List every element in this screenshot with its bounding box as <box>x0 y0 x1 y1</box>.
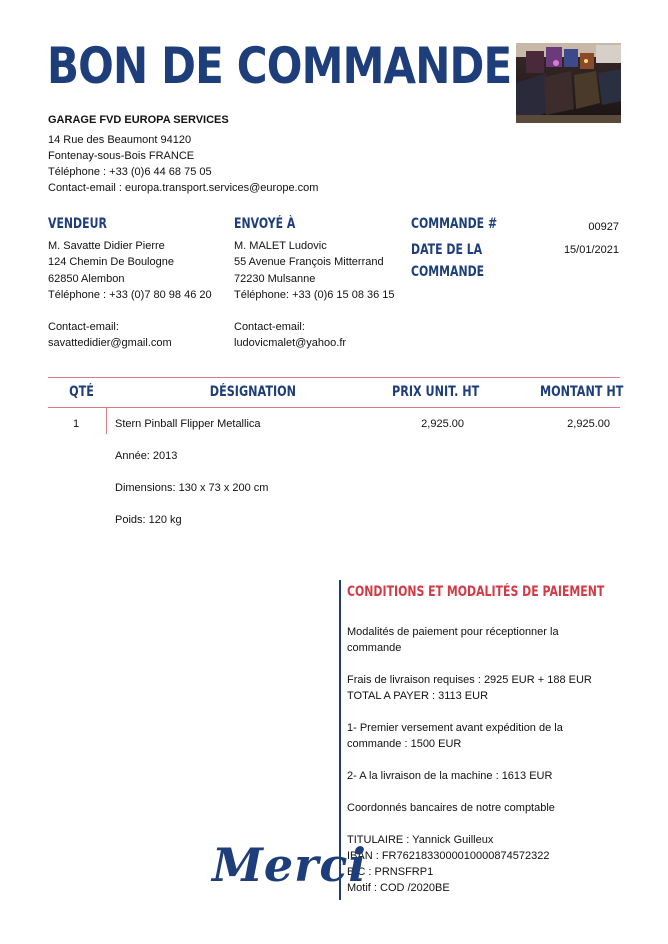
envoye-block <box>234 238 395 352</box>
row-designation: Stern Pinball Flipper Metallica <box>115 418 261 430</box>
conditions-title: CONDITIONS ET MODALITÉS DE PAIEMENT <box>347 584 605 600</box>
vendeur-email: savattedidier@gmail.com <box>48 337 172 350</box>
envoye-phone: Téléphone: +33 (0)6 15 08 36 15 <box>234 288 395 301</box>
col-header-qty: QTÉ <box>69 384 94 400</box>
col-header-designation: DÉSIGNATION <box>209 384 297 400</box>
conditions-bank-intro: Coordonnés bancaires de notre comptable <box>347 802 555 814</box>
table-top-rule <box>48 377 620 378</box>
row-amount: 2,925.00 <box>567 418 610 430</box>
company-address <box>48 132 318 196</box>
envoye-heading: ENVOYÉ À <box>234 216 296 232</box>
vendeur-street: 124 Chemin De Boulogne <box>48 256 174 269</box>
order-number-label: COMMANDE # <box>411 216 498 232</box>
conditions-body <box>347 624 607 896</box>
envoye-email: ludovicmalet@yahoo.fr <box>234 337 347 350</box>
vendeur-block <box>48 238 212 352</box>
row-detail-dimensions: Dimensions: 130 x 73 x 200 cm <box>115 482 269 494</box>
company-email: Contact-email : europa.transport.services@europe.com <box>48 182 319 194</box>
order-date-label <box>411 239 484 283</box>
envoye-city: 72230 Mulsanne <box>234 272 316 285</box>
vendeur-name: M. Savatte Didier Pierre <box>48 240 165 252</box>
merci-signature: Merci <box>212 838 367 892</box>
table-header-rule <box>48 407 620 408</box>
conditions-bank-details: TITULAIRE : Yannick Guilleux IBAN : FR7621833000010000874572322 BIC : PRNSFRP1 Motif : COD /2020BE <box>347 834 550 894</box>
vendeur-email-label: Contact-email: <box>48 321 119 334</box>
row-detail-weight: Poids: 120 kg <box>115 514 182 526</box>
table-col-divider <box>106 408 107 434</box>
company-address-line: Fontenay-sous-Bois FRANCE <box>48 150 195 162</box>
conditions-intro: Modalités de paiement pour réceptionner la commande <box>347 626 559 654</box>
company-phone: Téléphone : +33 (0)6 44 68 75 05 <box>48 166 212 178</box>
arcade-photo <box>516 43 621 123</box>
conditions-step-1: 1- Premier versement avant expédition de la commande : 1500 EUR <box>347 722 563 750</box>
vendeur-heading: VENDEUR <box>48 216 107 232</box>
envoye-street: 55 Avenue François Mitterrand <box>234 256 384 269</box>
order-number: 00927 <box>588 221 619 233</box>
envoye-email-label: Contact-email: <box>234 321 305 334</box>
vendeur-city: 62850 Alembon <box>48 272 125 285</box>
col-header-amount: MONTANT HT <box>540 384 624 400</box>
order-date-label-line: COMMANDE <box>411 264 485 280</box>
col-header-unit-price: PRIX UNIT. HT <box>392 384 480 400</box>
row-unit-price: 2,925.00 <box>421 418 464 430</box>
conditions-step-2: 2- A la livraison de la machine : 1613 EUR <box>347 770 553 782</box>
row-detail-year: Année: 2013 <box>115 450 178 462</box>
page-title: BON DE COMMANDE <box>47 37 512 95</box>
company-address-line: 14 Rue des Beaumont 94120 <box>48 134 192 146</box>
envoye-name: M. MALET Ludovic <box>234 240 327 252</box>
vendeur-phone: Téléphone : +33 (0)7 80 98 46 20 <box>48 288 212 301</box>
order-date-label-line: DATE DE LA <box>411 242 483 258</box>
company-name: GARAGE FVD EUROPA SERVICES <box>48 114 229 126</box>
order-date: 15/01/2021 <box>563 244 619 256</box>
conditions-fees: Frais de livraison requises : 2925 EUR + 188 EUR TOTAL A PAYER : 3113 EUR <box>347 674 592 702</box>
row-qty: 1 <box>73 418 80 430</box>
